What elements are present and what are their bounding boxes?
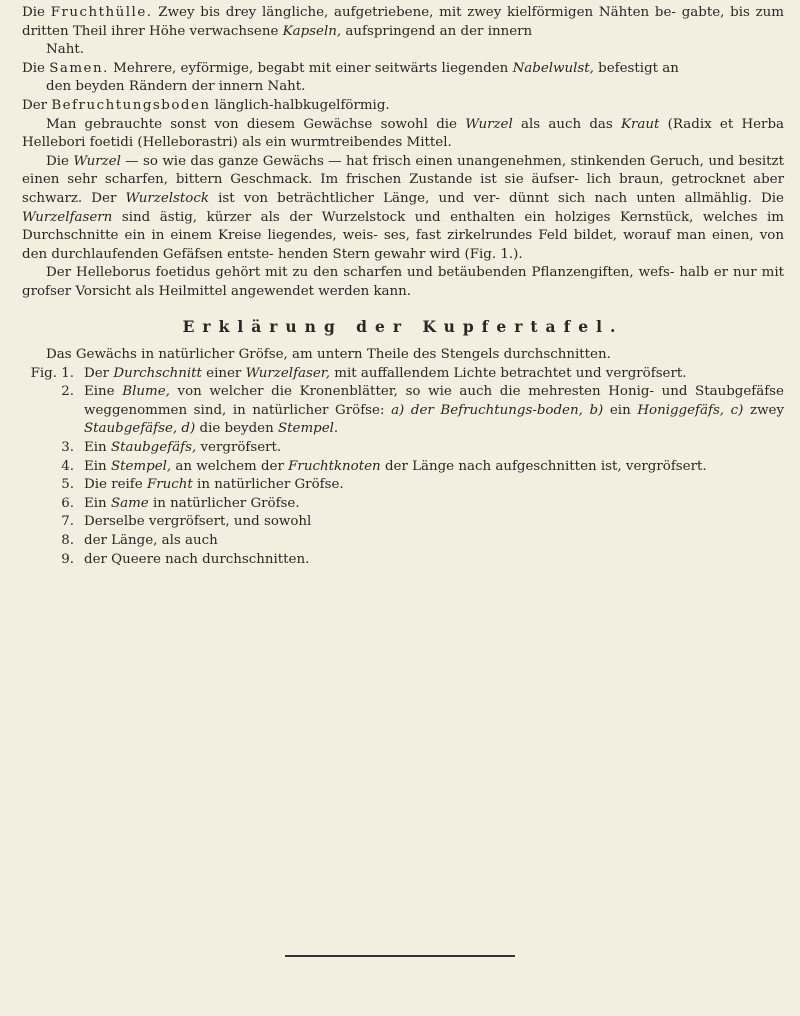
figure-description [84, 439, 784, 458]
term: Stempel. [277, 421, 339, 437]
text-run: Geruch, und besitzt einen sehr scharfen, bittern Geschmack. Im frischen Zustande ist sie äufser- [22, 153, 784, 188]
figure-number: 4. [61, 458, 74, 474]
figure-item [22, 458, 784, 477]
figure-number: 9. [61, 551, 74, 567]
paragraph-helleborus [22, 264, 784, 301]
text-run: Der [22, 97, 52, 113]
paragraph-samen [22, 60, 784, 97]
figure-number: 3. [61, 440, 74, 456]
term-befruchtungsboden: Befruchtungsboden [51, 97, 211, 113]
text-run: dünnt sich nach unten allmählig. Die [509, 190, 784, 206]
text-run: der Queere nach durchschnitten. [84, 551, 310, 567]
text-run: gabte, bis zum dritten Theil ihrer Höhe verwachsene [22, 5, 784, 39]
term: a) der Befruchtungs-boden, b) [391, 402, 604, 418]
term: Honiggefäfs, c) [637, 402, 744, 418]
term-wurzelfasern: Wurzelfasern [22, 209, 113, 225]
term-wurzel: Wurzel [73, 153, 121, 169]
term-wurzel: Wurzel [465, 116, 513, 132]
text-run: ein [603, 402, 638, 418]
figure-number: 6. [61, 495, 74, 511]
text-run: zwey [743, 402, 785, 418]
text-run: Der Helleborus foetidus gehört mit zu den scharfen und betäubenden Pflanzengiften, wefs- [46, 265, 675, 281]
closing-rule [285, 955, 515, 957]
text-run: henden Stern gewahr wird (Fig. 1.). [277, 246, 523, 262]
figure-description [84, 513, 784, 532]
text-run: vergröfsert. [196, 440, 282, 456]
figure-number: Fig. 1. [30, 365, 74, 381]
text-run: länglich-halbkugelförmig. [210, 97, 390, 113]
figure-item [22, 365, 784, 384]
text-run: halb er nur mit grofser Vorsicht als Heilmittel angewendet werden kann. [22, 265, 785, 299]
text-run: Zwey bis drey längliche, aufgetriebene, mit zwey kielförmigen Nähten be- [152, 5, 676, 20]
text-run: die beyden [195, 421, 278, 437]
text-run: lich braun, getrocknet aber schwarz. Der [22, 172, 785, 206]
figure-description [84, 476, 784, 495]
paragraph-befruchtungsboden [22, 97, 784, 116]
term: Frucht [146, 477, 193, 493]
text-run: et Herba Hellebori foetidi (Helleborastri) als ein wurmtreibendes Mittel. [22, 116, 785, 151]
text-run: (Radix [659, 116, 712, 132]
text-run: mit auffallendem Lichte betrachtet und vergröfsert. [330, 365, 687, 381]
figure-intro: Das Gewächs in natürlicher Gröfse, am untern Theile des Stengels durchschnitten. [46, 347, 611, 363]
text-run: Ein [84, 458, 111, 474]
text-run: einer [201, 365, 246, 381]
text-run: Derselbe vergröfsert, und sowohl [84, 514, 312, 530]
text-run: Der [84, 365, 114, 381]
paragraph-fruchthuelle [22, 4, 784, 60]
figure-item [22, 439, 784, 458]
text-run: Man gebrauchte sonst von diesem Gewächse sowohl die [46, 116, 466, 132]
term: Durchschnitt [113, 365, 202, 381]
paragraph-gebrauch [22, 116, 784, 153]
text-run: ses, fast zirkelrundes Feld bildet, worauf man einen, von den durchlaufenden Gefäfsen entste- [22, 228, 784, 262]
text-run: Naht. [46, 42, 84, 58]
term: Wurzelfaser, [245, 365, 330, 381]
term: Staubgefäfse, d) [84, 421, 196, 437]
figure-item [22, 383, 784, 439]
term-nabelwulst: Nabelwulst, [512, 60, 594, 76]
term-kapseln: Kapseln, [282, 23, 342, 39]
section-heading: Erklärung der Kupfertafel. [182, 316, 624, 336]
figure-item [22, 495, 784, 514]
text-run: Die reife [84, 477, 147, 493]
figure-description [84, 495, 784, 514]
text-run: an welchem der [171, 458, 289, 474]
text-run: Ein [84, 440, 111, 456]
text-run: als auch das [512, 116, 621, 132]
text-run: Mehrere, eyförmige, begabt mit einer seitwärts liegenden [108, 60, 513, 76]
text-run: in natürlicher Gröfse. [148, 495, 300, 511]
term-kraut: Kraut [621, 116, 660, 132]
figure-description [84, 365, 784, 384]
text-run: aufspringend an der innern [341, 23, 533, 39]
figure-item [22, 551, 784, 570]
term: Blume, [122, 384, 170, 400]
figure-item [22, 532, 784, 551]
text-run: den beyden Rändern der innern Naht. [46, 79, 306, 95]
term: Staubgefäfs, [110, 440, 197, 456]
text-run: befestigt an [593, 60, 679, 76]
term: Stempel, [110, 458, 172, 474]
figure-description [84, 458, 784, 477]
figure-number: 7. [61, 514, 74, 530]
paragraph-wurzel [22, 153, 784, 265]
text-run: Ein [84, 495, 111, 511]
text-run: der Länge, als auch [84, 533, 218, 549]
text-run: sind ästig, kürzer als der Wurzelstock und [112, 209, 441, 225]
term: Same [110, 495, 149, 511]
term: Fruchtknoten [288, 458, 381, 474]
text-run: Die [22, 5, 51, 20]
figure-number: 2. [61, 384, 74, 400]
figure-number: 5. [61, 477, 74, 493]
text-run: Die [46, 153, 74, 169]
figure-item [22, 513, 784, 532]
figure-number: 8. [61, 533, 74, 549]
text-run: — so wie das ganze Gewächs — hat frisch einen unangenehmen, stinkenden [120, 153, 646, 169]
term-wurzelstock: Wurzelstock [125, 190, 209, 206]
figure-description [84, 551, 784, 570]
text-run: in natürlicher Gröfse. [192, 477, 344, 493]
text-run: enthalten ein holziges Kernstück, welches im Durchschnitte ein in einem Kreise liegendes, weis- [22, 209, 784, 244]
text-run: Die [22, 60, 50, 76]
figure-description [84, 532, 784, 551]
figure-item [22, 476, 784, 495]
text-run: von welcher die Kronenblätter, so wie auch die mehresten Honig- und Staubgefäfse weggenommen sind, in natürlicher Gröfse: [84, 384, 784, 418]
figure-list [22, 365, 784, 570]
figure-description [84, 383, 784, 439]
document-page [22, 4, 784, 569]
text-run: der Länge nach aufgeschnitten ist, vergröfsert. [380, 458, 707, 474]
term-fruchthuelle: Fruchthülle. [50, 5, 153, 20]
text-run: Eine [84, 384, 123, 400]
term-samen: Samen. [49, 60, 109, 76]
text-run: ist von beträchtlicher Länge, und ver- [208, 190, 500, 206]
